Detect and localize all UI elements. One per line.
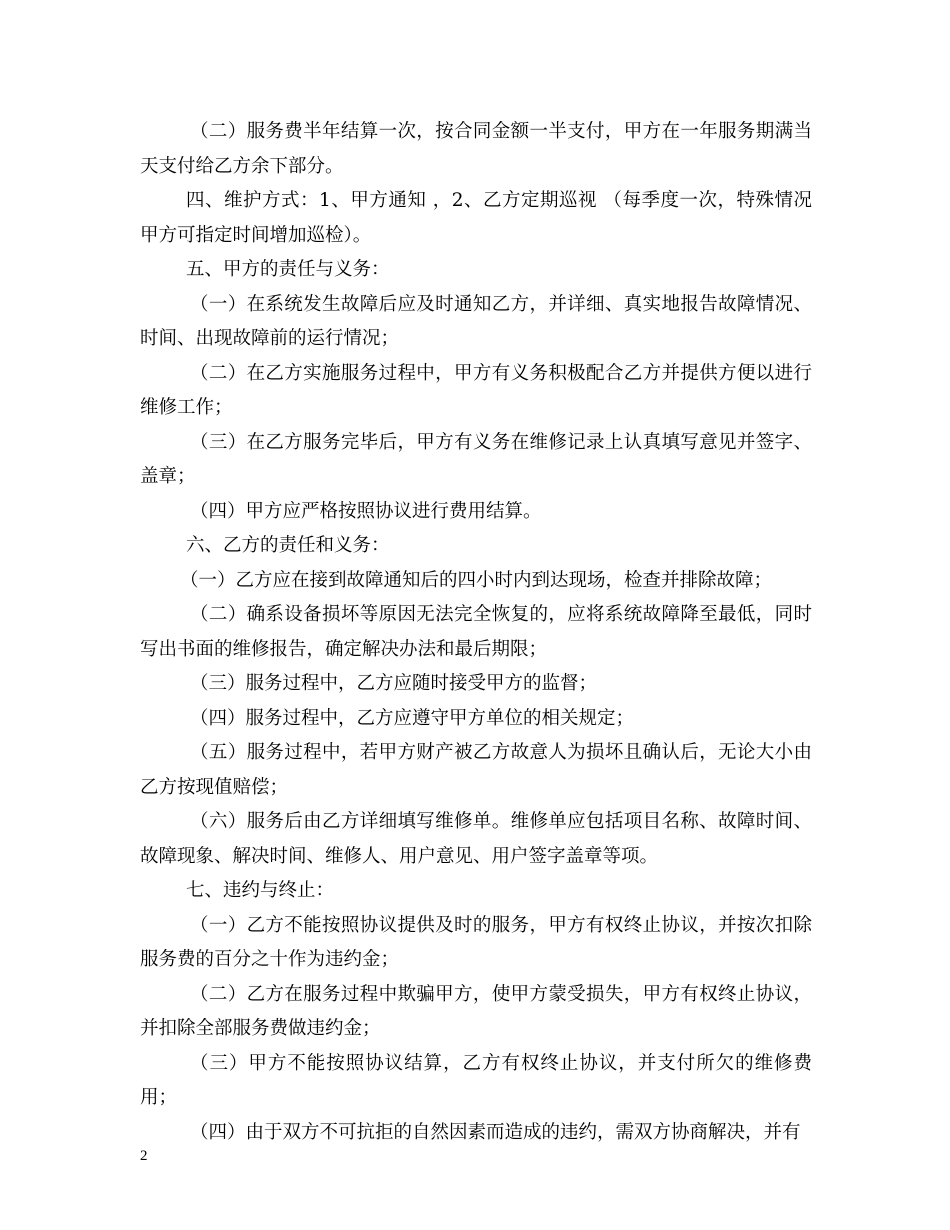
paragraph: （四）甲方应严格按照协议进行费用结算。 xyxy=(190,500,542,522)
section-heading-5: 五、甲方的责任与义务： xyxy=(186,259,390,280)
paragraph: （三）服务过程中，乙方应随时接受甲方的监督； xyxy=(190,673,598,694)
paragraph: （六）服务后由乙方详细填写维修单。维修单应包括项目名称、故障时间、故障现象、解决时间、维修人、用户意见、用户签字盖章等项。 xyxy=(140,811,812,867)
paragraph: （四）由于双方不可抗拒的自然因素而造成的违约，需双方协商解决，并有 xyxy=(190,1121,801,1143)
paragraph: （四）服务过程中，乙方应遵守甲方单位的相关规定； xyxy=(190,707,635,729)
document-body xyxy=(140,115,812,1150)
paragraph: （二）确系设备损坏等原因无法完全恢复的，应将系统故障降至最低，同时写出书面的维修报告，确定解决办法和最后期限； xyxy=(140,604,812,660)
page-number: 2 xyxy=(140,1148,148,1164)
paragraph: （二）服务费半年结算一次，按合同金额一半支付，甲方在一年服务期满当天支付给乙方余下部分。 xyxy=(140,121,812,177)
paragraph: （二）乙方在服务过程中欺骗甲方，使甲方蒙受损失，甲方有权终止协议，并扣除全部服务费做违约金； xyxy=(140,983,812,1039)
section-heading-6: 六、乙方的责任和义务： xyxy=(186,535,390,556)
paragraph: （三）在乙方服务完毕后，甲方有义务在维修记录上认真填写意见并签字、盖章； xyxy=(140,431,812,487)
paragraph: （一）在系统发生故障后应及时通知乙方，并详细、真实地报告故障情况、时间、出现故障前的运行情况； xyxy=(140,293,812,349)
paragraph: （一）乙方应在接到故障通知后的四小时内到达现场，检查并排除故障； xyxy=(180,569,773,591)
paragraph: （五）服务过程中，若甲方财产被乙方故意人为损坏且确认后，无论大小由乙方按现值赔偿； xyxy=(140,742,812,798)
paragraph: （二）在乙方实施服务过程中，甲方有义务积极配合乙方并提供方便以进行维修工作； xyxy=(140,362,812,418)
section-heading-4: 四、维护方式：1、甲方通知 ，2、乙方定期巡视 （每季度一次，特殊情况甲方可指定时间增加巡检）。 xyxy=(140,190,812,246)
section-heading-7: 七、违约与终止： xyxy=(186,880,335,901)
paragraph: （三）甲方不能按照协议结算，乙方有权终止协议，并支付所欠的维修费用； xyxy=(140,1052,812,1108)
paragraph: （一）乙方不能按照协议提供及时的服务，甲方有权终止协议，并按次扣除服务费的百分之十作为违约金； xyxy=(140,914,812,970)
